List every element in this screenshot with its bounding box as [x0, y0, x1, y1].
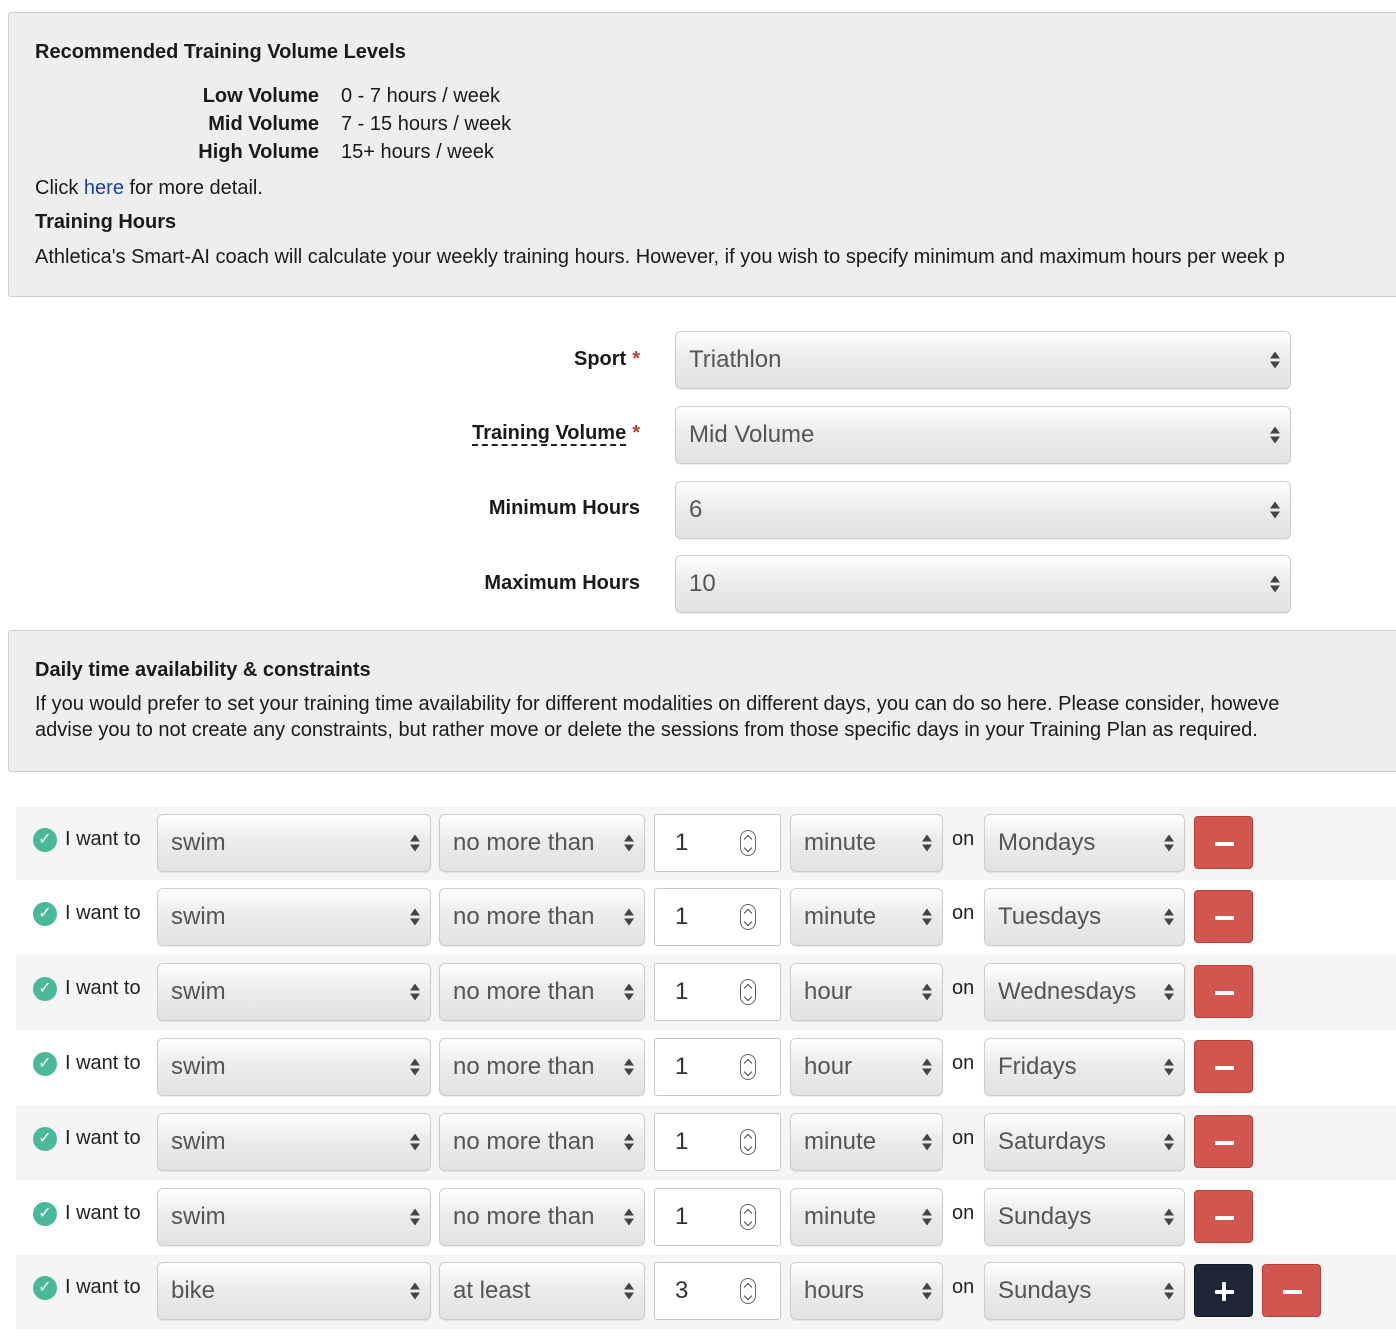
select-arrows-icon: [922, 835, 932, 852]
unit-select-value: hour: [804, 1053, 853, 1080]
stepper-icon[interactable]: [740, 904, 756, 930]
day-select-value: Fridays: [998, 1053, 1077, 1080]
maximum-hours-select-value: 10: [689, 570, 716, 597]
unit-select-value: minute: [804, 1203, 877, 1230]
constraint-row: [16, 1254, 1396, 1330]
comparator-select[interactable]: [439, 888, 645, 946]
maximum-hours-label: Maximum Hours: [484, 572, 640, 594]
comparator-select[interactable]: [439, 963, 645, 1021]
select-arrows-icon: [1164, 1283, 1174, 1300]
unit-select-value: minute: [804, 1128, 877, 1155]
minimum-hours-select[interactable]: [675, 481, 1291, 539]
comparator-select[interactable]: [439, 814, 645, 872]
amount-input[interactable]: [654, 963, 781, 1021]
amount-input[interactable]: [654, 814, 781, 872]
more-detail-text: [35, 177, 263, 200]
day-select-value: Sundays: [998, 1203, 1092, 1230]
select-arrows-icon: [624, 909, 634, 926]
sport-select[interactable]: [675, 331, 1291, 389]
sport-select[interactable]: [157, 888, 431, 946]
constraint-row: [16, 1105, 1396, 1180]
unit-select[interactable]: [790, 1038, 943, 1096]
i-want-to-label: I want to: [65, 1052, 141, 1074]
minimum-hours-label: Minimum Hours: [488, 497, 640, 519]
click-prefix: Click: [35, 177, 79, 199]
day-select[interactable]: [984, 963, 1185, 1021]
more-detail-link[interactable]: here: [83, 177, 124, 199]
amount-input-value: 1: [675, 903, 689, 930]
select-arrows-icon: [1164, 1209, 1174, 1226]
unit-select[interactable]: [790, 1262, 943, 1320]
daily-availability-title: Daily time availability & constraints: [35, 659, 371, 681]
remove-constraint-button[interactable]: [1194, 890, 1253, 943]
comparator-select[interactable]: [439, 1038, 645, 1096]
volume-level-value: 0 - 7 hours / week: [341, 85, 500, 107]
day-select-value: Tuesdays: [998, 903, 1102, 930]
day-select[interactable]: [984, 1262, 1185, 1320]
amount-input-value: 1: [675, 1128, 689, 1155]
select-arrows-icon: [1270, 502, 1280, 519]
sport-select[interactable]: [157, 1038, 431, 1096]
select-arrows-icon: [922, 984, 932, 1001]
stepper-icon[interactable]: [740, 1129, 756, 1155]
day-select[interactable]: [984, 888, 1185, 946]
comparator-select[interactable]: [439, 1262, 645, 1320]
remove-constraint-button[interactable]: [1262, 1264, 1321, 1317]
on-label: on: [952, 977, 975, 999]
constraint-row: [16, 880, 1396, 955]
i-want-to-label: I want to: [65, 828, 141, 850]
comparator-select[interactable]: [439, 1113, 645, 1171]
recommended-volume-title: Recommended Training Volume Levels: [35, 41, 406, 63]
i-want-to-label: I want to: [65, 977, 141, 999]
select-arrows-icon: [1270, 576, 1280, 593]
constraint-row: [16, 806, 1396, 880]
unit-select-value: hour: [804, 978, 853, 1005]
day-select-value: Saturdays: [998, 1128, 1107, 1155]
constraint-row: [16, 1180, 1396, 1254]
sport-select-value: swim: [171, 1203, 226, 1230]
select-arrows-icon: [922, 1059, 932, 1076]
day-select-value: Mondays: [998, 829, 1096, 856]
comparator-select-value: no more than: [453, 1203, 595, 1230]
amount-input[interactable]: [654, 1188, 781, 1246]
unit-select[interactable]: [790, 963, 943, 1021]
select-arrows-icon: [1164, 1134, 1174, 1151]
select-arrows-icon: [624, 1209, 634, 1226]
recommended-volume-panel: [8, 12, 1396, 297]
select-arrows-icon: [410, 984, 420, 1001]
sport-select-value: swim: [171, 978, 226, 1005]
unit-select[interactable]: [790, 1188, 943, 1246]
volume-level-value: 7 - 15 hours / week: [341, 113, 512, 135]
check-circle-icon: ✓: [33, 1276, 57, 1300]
check-circle-icon: ✓: [33, 1052, 57, 1076]
comparator-select-value: no more than: [453, 903, 595, 930]
select-arrows-icon: [410, 1059, 420, 1076]
i-want-to-label: I want to: [65, 902, 141, 924]
check-circle-icon: ✓: [33, 1202, 57, 1226]
training-hours-text: Athletica's Smart-AI coach will calculate your weekly training hours. However, if you wish to specify minimum and maximum hours per week p: [35, 246, 1285, 268]
remove-constraint-button[interactable]: [1194, 1190, 1253, 1243]
remove-constraint-button[interactable]: [1194, 965, 1253, 1018]
day-select[interactable]: [984, 1113, 1185, 1171]
click-suffix: for more detail.: [129, 177, 263, 199]
check-circle-icon: ✓: [33, 1127, 57, 1151]
remove-constraint-button[interactable]: [1194, 816, 1253, 869]
amount-input-value: 1: [675, 978, 689, 1005]
stepper-icon[interactable]: [740, 1278, 756, 1304]
amount-input[interactable]: [654, 1262, 781, 1320]
sport-select[interactable]: [157, 1113, 431, 1171]
amount-input-value: 1: [675, 1203, 689, 1230]
add-constraint-button[interactable]: [1194, 1264, 1253, 1317]
select-arrows-icon: [1270, 352, 1280, 369]
on-label: on: [952, 828, 975, 850]
training-volume-select[interactable]: [675, 406, 1291, 464]
select-arrows-icon: [624, 984, 634, 1001]
stepper-icon[interactable]: [740, 1204, 756, 1230]
sport-select-value: swim: [171, 903, 226, 930]
volume-level-value: 15+ hours / week: [341, 141, 494, 163]
sport-label-text: Sport: [573, 348, 627, 370]
sport-select-value: swim: [171, 1128, 226, 1155]
select-arrows-icon: [410, 909, 420, 926]
training-volume-label: [472, 422, 640, 445]
select-arrows-icon: [922, 1283, 932, 1300]
i-want-to-label: I want to: [65, 1276, 141, 1298]
required-mark: *: [632, 348, 640, 370]
stepper-icon[interactable]: [740, 979, 756, 1005]
unit-select-value: minute: [804, 829, 877, 856]
select-arrows-icon: [1164, 984, 1174, 1001]
amount-input[interactable]: [654, 1038, 781, 1096]
remove-constraint-button[interactable]: [1194, 1040, 1253, 1093]
select-arrows-icon: [1164, 909, 1174, 926]
select-arrows-icon: [624, 1283, 634, 1300]
volume-level-label: High Volume: [198, 141, 319, 163]
volume-level-label: Mid Volume: [208, 113, 319, 135]
unit-select-value: hours: [804, 1277, 865, 1304]
comparator-select-value: no more than: [453, 1128, 595, 1155]
unit-select[interactable]: [790, 814, 943, 872]
select-arrows-icon: [410, 1134, 420, 1151]
comparator-select-value: at least: [453, 1277, 531, 1304]
day-select[interactable]: [984, 814, 1185, 872]
sport-label: [574, 348, 640, 371]
daily-availability-text-line2: advise you to not create any constraints, but rather move or delete the sessions from those specific days in your Training Plan as required.: [35, 719, 1258, 741]
comparator-select[interactable]: [439, 1188, 645, 1246]
select-arrows-icon: [410, 1283, 420, 1300]
select-arrows-icon: [624, 835, 634, 852]
unit-select-value: minute: [804, 903, 877, 930]
constraint-row: [16, 1030, 1396, 1105]
required-mark: *: [632, 422, 640, 444]
sport-select-value: swim: [171, 829, 226, 856]
select-arrows-icon: [1164, 835, 1174, 852]
amount-input[interactable]: [654, 1113, 781, 1171]
unit-select[interactable]: [790, 1113, 943, 1171]
day-select[interactable]: [984, 1038, 1185, 1096]
sport-select-value: swim: [171, 1053, 226, 1080]
daily-availability-panel: [8, 630, 1396, 772]
comparator-select-value: no more than: [453, 1053, 595, 1080]
unit-select[interactable]: [790, 888, 943, 946]
sport-select[interactable]: [157, 1262, 431, 1320]
on-label: on: [952, 1276, 975, 1298]
sport-select[interactable]: [157, 814, 431, 872]
i-want-to-label: I want to: [65, 1202, 141, 1224]
on-label: on: [952, 902, 975, 924]
select-arrows-icon: [410, 835, 420, 852]
on-label: on: [952, 1052, 975, 1074]
minimum-hours-select-value: 6: [689, 496, 703, 523]
select-arrows-icon: [922, 909, 932, 926]
daily-availability-text-line1: If you would prefer to set your training time availability for different modalities on different days, you can do so here. Please consider, howeve: [35, 693, 1280, 715]
select-arrows-icon: [922, 1209, 932, 1226]
amount-input-value: 1: [675, 1053, 689, 1080]
sport-select-value: Triathlon: [689, 346, 782, 373]
i-want-to-label: I want to: [65, 1127, 141, 1149]
volume-level-label: Low Volume: [202, 85, 319, 107]
stepper-icon[interactable]: [740, 830, 756, 856]
select-arrows-icon: [624, 1134, 634, 1151]
amount-input-value: 3: [675, 1277, 689, 1304]
on-label: on: [952, 1202, 975, 1224]
comparator-select-value: no more than: [453, 829, 595, 856]
select-arrows-icon: [410, 1209, 420, 1226]
check-circle-icon: ✓: [33, 902, 57, 926]
constraint-row: [16, 955, 1396, 1030]
stepper-icon[interactable]: [740, 1054, 756, 1080]
amount-input-value: 1: [675, 829, 689, 856]
select-arrows-icon: [624, 1059, 634, 1076]
day-select-value: Wednesdays: [998, 978, 1137, 1005]
amount-input[interactable]: [654, 888, 781, 946]
select-arrows-icon: [922, 1134, 932, 1151]
on-label: on: [952, 1127, 975, 1149]
training-hours-title: Training Hours: [35, 211, 177, 233]
day-select-value: Sundays: [998, 1277, 1092, 1304]
sport-select[interactable]: [157, 963, 431, 1021]
check-circle-icon: ✓: [33, 977, 57, 1001]
maximum-hours-select[interactable]: [675, 555, 1291, 613]
sport-select-value: bike: [171, 1277, 216, 1304]
sport-select[interactable]: [157, 1188, 431, 1246]
check-circle-icon: ✓: [33, 828, 57, 852]
remove-constraint-button[interactable]: [1194, 1115, 1253, 1168]
training-volume-label-text: Training Volume: [472, 422, 627, 444]
select-arrows-icon: [1164, 1059, 1174, 1076]
comparator-select-value: no more than: [453, 978, 595, 1005]
select-arrows-icon: [1270, 427, 1280, 444]
training-volume-select-value: Mid Volume: [689, 421, 815, 448]
day-select[interactable]: [984, 1188, 1185, 1246]
